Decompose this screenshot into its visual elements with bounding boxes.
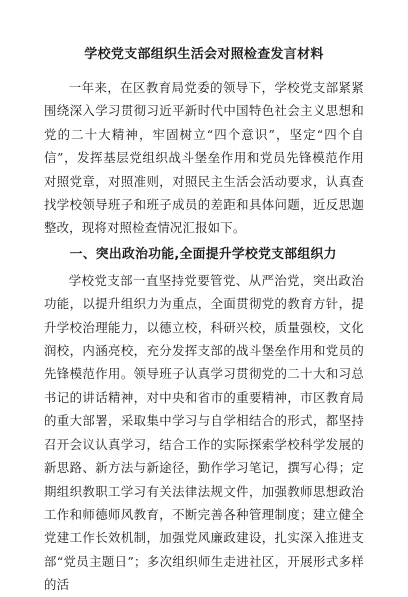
- section-body-paragraph: 学校党支部一直坚持党要管党、从严治党，突出政治功能，以提升组织力为重点，全面贯彻党的教育方针，提升学校治理能力，以德立校，科研兴校，质量强校，文化润校，内涵亮校，充分发挥支部的战斗堡垒作用和党员的先锋模范作用。领导班子认真学习贯彻党的二十大和习总书记的讲话精神，对中央和省市的重要精神，市区教育局的重大部署，采取集中学习与自学相结合的形式，都坚持召开会议认真学习，结合工作的实际探索学校科学发展的新思路、新方法与新途径，勤作学习笔记，撰写心得；定期组织教职工学习有关法律法规文件，加强教师思想政治工作和师德师风教育，不断完善各种管理制度；建立健全党建工作长效机制，加强党风廉政建设，扎实深入推进支部“党员主题日”；多次组织师生走进社区，开展形式多样的活: [44, 272, 364, 593]
- intro-paragraph: 一年来，在区教育局党委的领导下，学校党支部紧紧围绕深入学习贯彻习近平新时代中国特色社会主义思想和党的二十大精神，牢固树立“四个意识”，坚定“四个自信”，发挥基层党组织战斗堡垒作用和党员先锋模范作用对照党章，对照准则，对照民主生活会活动要求，认真查找学校领导班子和班子成员的差距和具体问题，近反思迦整改，现将对照检查情况汇报如下。: [44, 80, 364, 236]
- document-title: 学校党支部组织生活会对照检查发言材料: [84, 47, 324, 62]
- section-heading: 一、突出政治功能,全面提升学校党支部组织力: [69, 246, 337, 262]
